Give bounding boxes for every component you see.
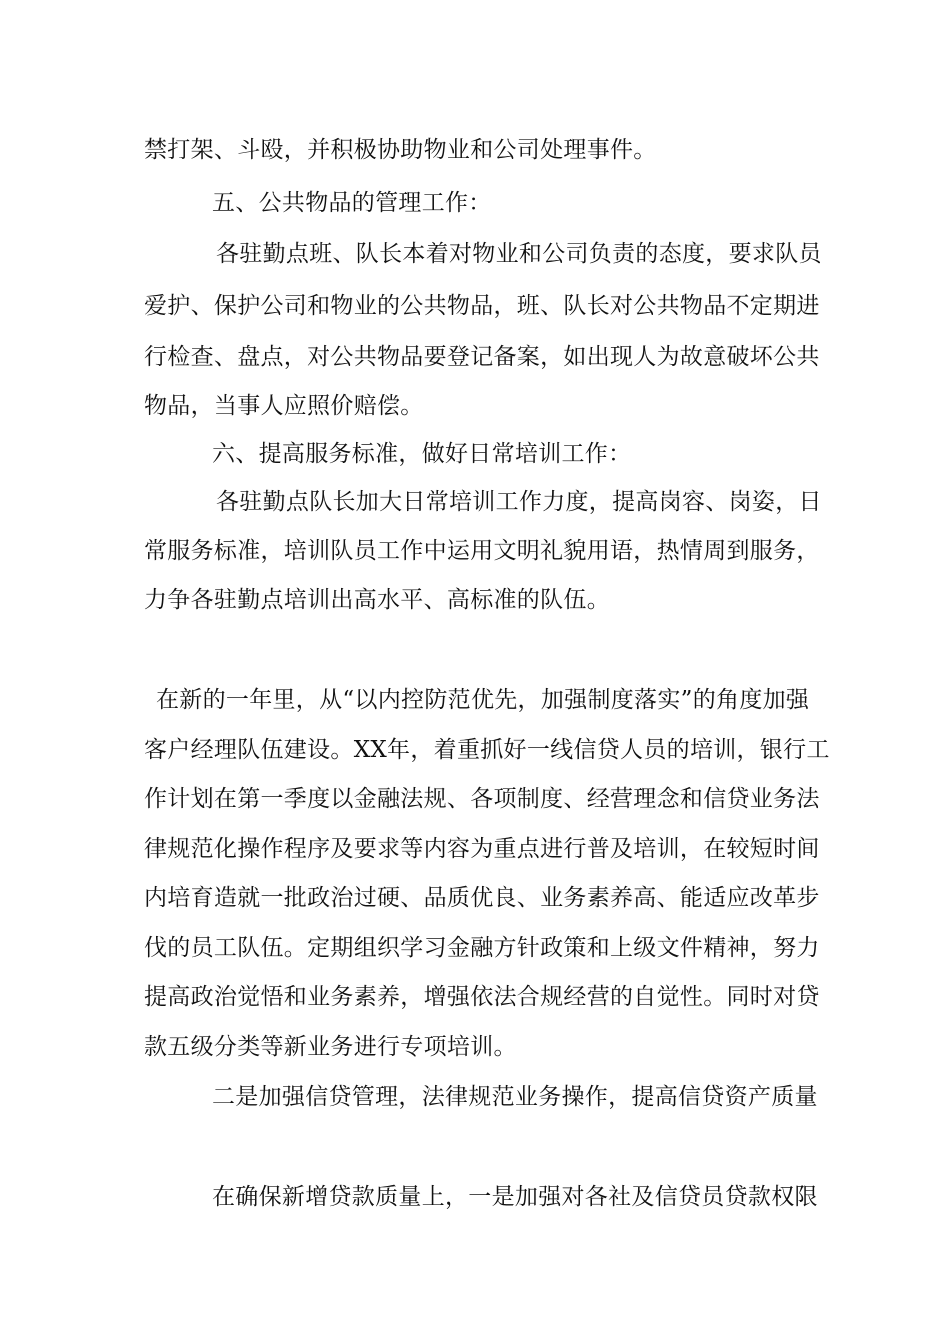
text-line-content: 作计划在第一季度以金融法规、各项制度、经营理念和信贷业务法	[144, 786, 820, 812]
text-line-content: 各驻勤点班、队长本着对物业和公司负责的态度，要求队员	[216, 241, 822, 267]
section-heading	[0, 434, 950, 474]
text-line	[0, 977, 950, 1017]
text-line-content: 二是加强信贷管理，法律规范业务操作，提高信贷资产质量	[212, 1084, 818, 1110]
text-line	[0, 1027, 950, 1067]
section-heading-text: 六、提高服务标准，做好日常培训工作：	[212, 441, 632, 467]
text-line	[0, 779, 950, 819]
text-line-content: 爱护、保护公司和物业的公共物品，班、队长对公共物品不定期进	[144, 293, 820, 319]
text-line	[0, 234, 950, 274]
text-line-content: 各驻勤点队长加大日常培训工作力度，提高岗容、岗姿，日	[216, 489, 822, 515]
text-line	[0, 1177, 950, 1217]
text-line	[0, 878, 950, 918]
text-line	[0, 1077, 950, 1117]
text-line-content: 物品，当事人应照价赔偿。	[144, 393, 424, 419]
section-heading-text: 五、公共物品的管理工作：	[212, 190, 492, 216]
text-line-content: 行检查、盘点，对公共物品要登记备案，如出现人为故意破坏公共	[144, 344, 820, 370]
text-line-content: 客户经理队伍建设。XX年，着重抓好一线信贷人员的培训，银行工	[144, 737, 830, 763]
text-line	[0, 928, 950, 968]
text-line-content: 禁打架、斗殴，并积极协助物业和公司处理事件。	[144, 137, 657, 163]
text-line-content: 内培育造就一批政治过硬、品质优良、业务素养高、能适应改革步	[144, 885, 820, 911]
text-line	[0, 680, 950, 720]
text-line-content: 在新的一年里，从“以内控防范优先，加强制度落实”的角度加强	[156, 687, 810, 713]
text-line	[0, 829, 950, 869]
section-heading	[0, 183, 950, 223]
text-line-content: 提高政治觉悟和业务素养，增强依法合规经营的自觉性。同时对贷	[144, 984, 820, 1010]
text-line-content: 律规范化操作程序及要求等内容为重点进行普及培训，在较短时间	[144, 836, 820, 862]
text-line-content: 力争各驻勤点培训出高水平、高标准的队伍。	[144, 587, 610, 613]
text-line-content: 款五级分类等新业务进行专项培训。	[144, 1034, 517, 1060]
text-line-content: 伐的员工队伍。定期组织学习金融方针政策和上级文件精神，努力	[144, 935, 820, 961]
text-line-content: 在确保新增贷款质量上，一是加强对各社及信贷员贷款权限	[212, 1184, 818, 1210]
text-line	[0, 286, 950, 326]
text-line	[0, 531, 950, 571]
text-line-content: 常服务标准，培训队员工作中运用文明礼貌用语，热情周到服务，	[144, 538, 820, 564]
text-line	[0, 337, 950, 377]
text-line	[0, 130, 950, 170]
text-line	[0, 730, 950, 770]
text-line	[0, 386, 950, 426]
text-line	[0, 580, 950, 620]
text-line	[0, 482, 950, 522]
